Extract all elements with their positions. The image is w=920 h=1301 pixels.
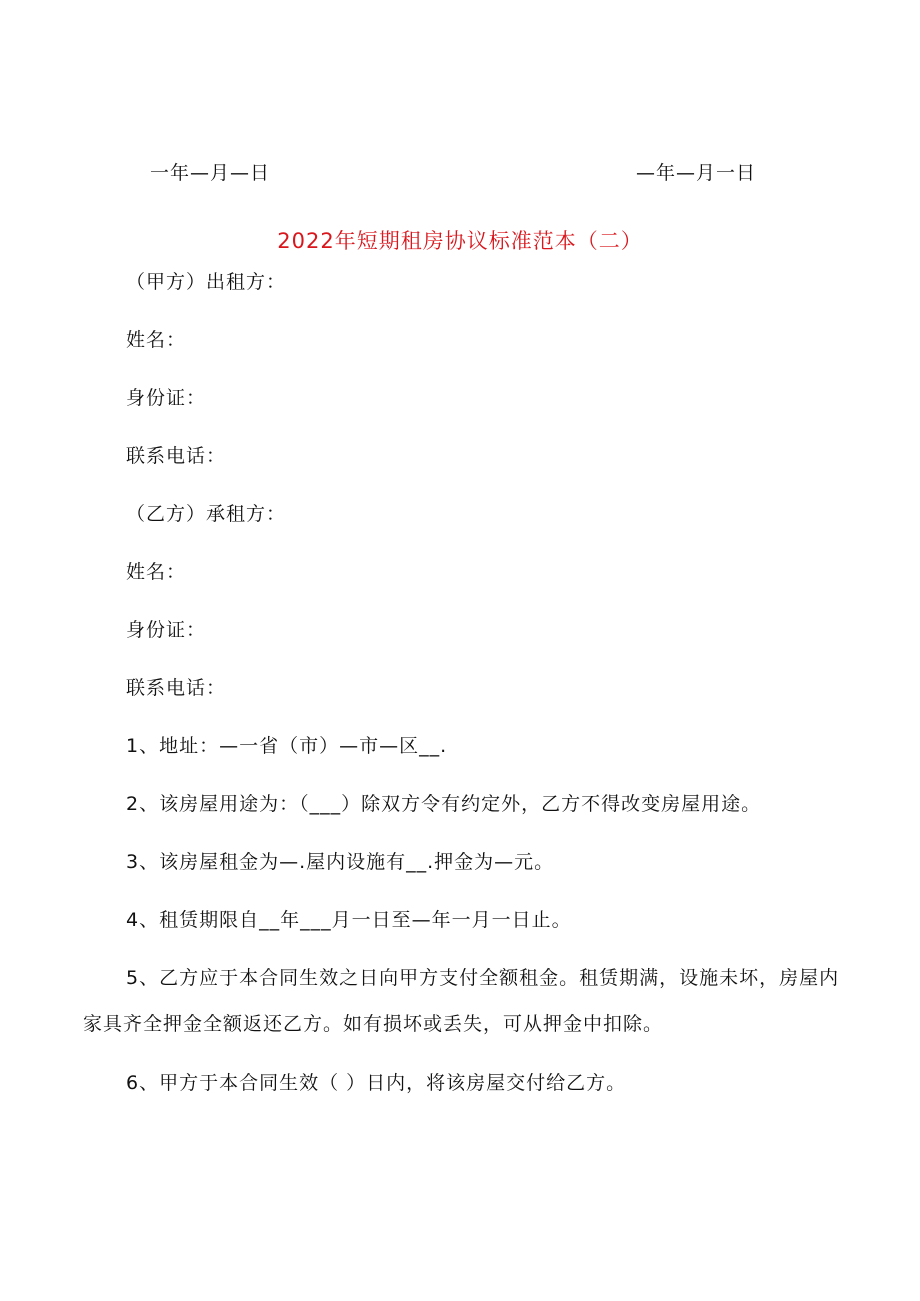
clause-5-payment-continued: 家具齐全押金全额返还乙方。如有损坏或丢失，可从押金中扣除。 xyxy=(83,1013,664,1035)
clause-3-rent: 3、该房屋租金为—.屋内设施有__.押金为—元。 xyxy=(126,851,555,873)
party-a-id-card: 身份证： xyxy=(126,387,207,409)
date-left: 一年—月—日 xyxy=(150,162,271,184)
party-b-id-card: 身份证： xyxy=(126,619,207,641)
party-b-heading: （乙方）承租方： xyxy=(126,503,287,525)
party-b-phone: 联系电话： xyxy=(126,677,227,699)
clause-5-payment: 5、乙方应于本合同生效之日向甲方支付全额租金。租赁期满，设施未坏，房屋内 xyxy=(126,967,840,989)
clause-4-term: 4、租赁期限自__年___月一日至—年一月一日止。 xyxy=(126,909,572,931)
clause-1-address: 1、地址：—一省（市）—市—区__. xyxy=(126,735,448,757)
date-right: —年—月一日 xyxy=(636,162,757,184)
document-title: 2022年短期租房协议标准范本（二） xyxy=(277,229,643,253)
clause-6-delivery: 6、甲方于本合同生效（ ）日内，将该房屋交付给乙方。 xyxy=(126,1072,627,1094)
party-a-phone: 联系电话： xyxy=(126,445,227,467)
party-a-name: 姓名： xyxy=(126,329,187,351)
clause-2-usage: 2、该房屋用途为：（___）除双方令有约定外，乙方不得改变房屋用途。 xyxy=(126,793,762,815)
party-a-heading: （甲方）出租方： xyxy=(126,271,287,293)
party-b-name: 姓名： xyxy=(126,561,187,583)
